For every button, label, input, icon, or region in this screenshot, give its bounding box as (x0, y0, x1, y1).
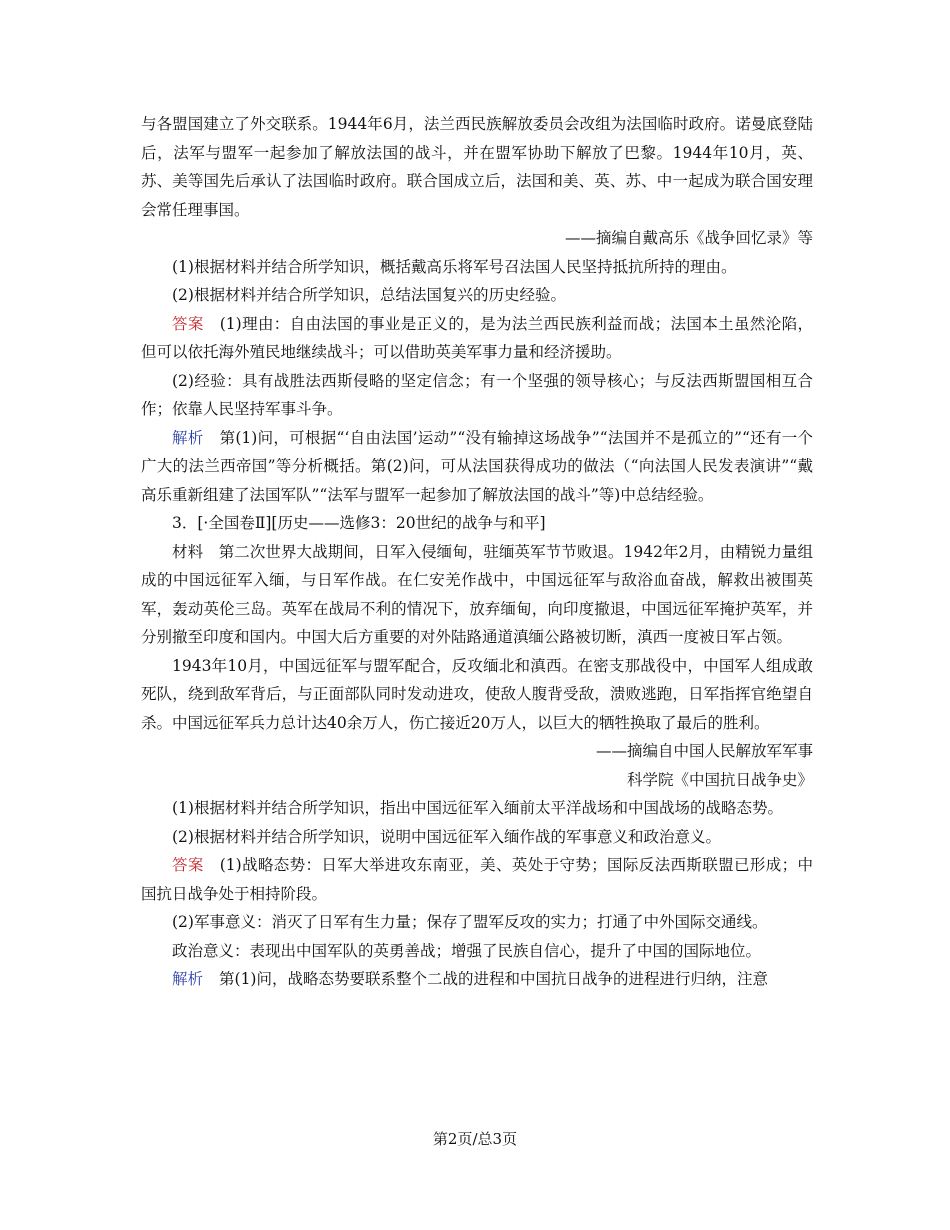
analysis-text: 第(1)问，可根据“‘自由法国’运动”“没有输掉这场战争”“法国并不是孤立的”“还有一个广大的法兰西帝国”等分析概括。第(2)问，可从法国获得成功的做法（“向法国人民发表演讲”“戴高乐重新组建了法国军队”“法军与盟军一起参加了解放法国的战斗”等)中总结经验。 (141, 428, 813, 504)
material-paragraph: 与各盟国建立了外交联系。1944年6月，法兰西民族解放委员会改组为法国临时政府。诺曼底登陆后，法军与盟军一起参加了解放法国的战斗，并在盟军协助下解放了巴黎。1944年10月，英、苏、美等国先后承认了法国临时政府。联合国成立后，法国和美、英、苏、中一起成为联合国安理会常任理事国。 (141, 115, 813, 219)
answer-block-3 (141, 851, 813, 908)
material-3-source-2: 科学院《中国抗日战争史》 (626, 770, 813, 789)
analysis-block-3 (141, 965, 813, 994)
analysis-text: 第(1)问，战略态势要联系整个二战的进程和中国抗日战争的进程进行归纳，注意 (219, 970, 768, 988)
material-3-source-1: ——摘编自中国人民解放军军事 (595, 742, 813, 760)
answer-label: 答案 (172, 314, 204, 333)
question-3-1: (1)根据材料并结合所学知识，指出中国远征军入缅前太平洋战场和中国战场的战略态势。 (172, 799, 783, 817)
answer-text: (1)战略态势：日军大举进攻东南亚，美、英处于守势；国际反法西斯联盟已形成；中国抗日战争处于相持阶段。 (141, 856, 813, 903)
question-3-2: (2)根据材料并结合所学知识，说明中国远征军入缅作战的军事意义和政治意义。 (172, 827, 721, 846)
answer-text-3-3: 政治意义：表现出中国军队的英勇善战；增强了民族自信心，提升了中国的国际地位。 (172, 941, 762, 960)
material-source: ——摘编自戴高乐《战争回忆录》等 (564, 229, 813, 247)
answer-text-3-2: (2)军事意义：消灭了日军有生力量；保存了盟军反攻的实力；打通了中外国际交通线。 (172, 913, 768, 931)
analysis-block-1 (141, 424, 813, 510)
question-3-heading: 3．[·全国卷Ⅱ][历史——选修3：20世纪的战争与和平] (172, 514, 546, 532)
answer-text: (1)理由：自由法国的事业是正义的，是为法兰西民族利益而战；法国本土虽然沦陷，但可以依托海外殖民地继续战斗；可以借助英美军事力量和经济援助。 (141, 314, 813, 361)
answer-block-1 (141, 310, 813, 367)
question-1-1: (1)根据材料并结合所学知识，概括戴高乐将军号召法国人民坚持抵抗所持的理由。 (172, 257, 737, 276)
answer-text-2: (2)经验：具有战胜法西斯侵略的坚定信念；有一个坚强的领导核心；与反法西斯盟国相互合作；依靠人民坚持军事斗争。 (141, 371, 813, 418)
answer-label: 答案 (172, 856, 204, 874)
material-3-paragraph-2: 1943年10月，中国远征军与盟军配合，反攻缅北和滇西。在密支那战役中，中国军人组成敢死队，绕到敌军背后，与正面部队同时发动进攻，使敌人腹背受敌，溃败逃跑，日军指挥官绝望自杀。中国远征军兵力总计达40余万人，伤亡接近20万人，以巨大的牺牲换取了最后的胜利。 (141, 656, 813, 732)
page-content (141, 110, 813, 994)
analysis-label: 解析 (172, 428, 204, 447)
material-3-paragraph-1: 材料 第二次世界大战期间，日军入侵缅甸，驻缅英军节节败退。1942年2月，由精锐力量组成的中国远征军入缅，与日军作战。在仁安羌作战中，中国远征军与敌浴血奋战，解救出被围英军，轰动英伦三岛。英军在战局不利的情况下，放弃缅甸，向印度撤退，中国远征军掩护英军，并分别撤至印度和国内。中国大后方重要的对外陆路通道滇缅公路被切断，滇西一度被日军占领。 (141, 542, 813, 646)
page-footer: 第2页/总3页 (432, 1130, 518, 1148)
analysis-label: 解析 (172, 970, 204, 988)
question-1-2: (2)根据材料并结合所学知识，总结法国复兴的历史经验。 (172, 286, 566, 304)
